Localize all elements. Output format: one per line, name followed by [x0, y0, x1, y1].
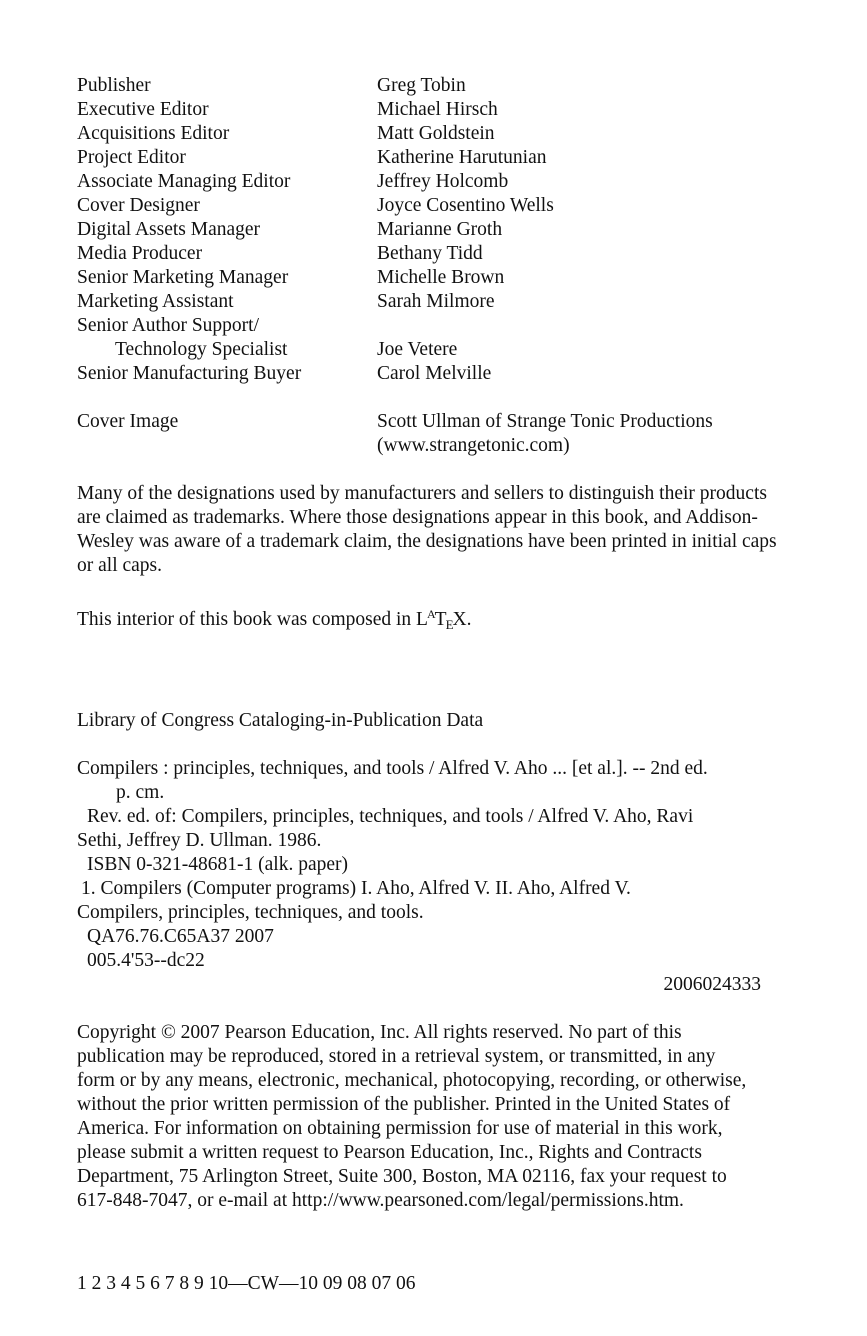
cover-image-credit — [77, 410, 777, 458]
credit-name: Marianne Groth — [377, 219, 503, 240]
credit-row — [77, 194, 777, 218]
cip-record — [77, 757, 777, 997]
copyright-page — [77, 74, 777, 1233]
credit-name: Jeffrey Holcomb — [377, 171, 509, 192]
cip-line: Rev. ed. of: Compilers, principles, techniques, and tools / Alfred V. Aho, Ravi — [87, 806, 694, 827]
credit-role: Project Editor — [77, 147, 186, 168]
cover-image-role: Cover Image — [77, 411, 179, 432]
credit-name: Bethany Tidd — [377, 243, 483, 264]
credit-role: Acquisitions Editor — [77, 123, 230, 144]
latex-logo-e: E — [445, 617, 454, 632]
credit-row — [77, 218, 777, 242]
credit-row — [77, 98, 777, 122]
credit-row — [77, 146, 777, 170]
credit-row — [77, 122, 777, 146]
credit-name: Matt Goldstein — [377, 123, 495, 144]
credit-role: Senior Author Support/ — [77, 315, 260, 336]
credit-name: Greg Tobin — [377, 75, 466, 96]
latex-notice — [77, 602, 777, 637]
credit-row — [77, 362, 777, 386]
cip-line: 005.4'53--dc22 — [87, 950, 205, 971]
credit-row — [77, 266, 777, 290]
cip-line: ISBN 0-321-48681-1 (alk. paper) — [87, 854, 349, 875]
credit-role: Media Producer — [77, 243, 203, 264]
credit-name: Sarah Milmore — [377, 291, 495, 312]
credit-name: Michael Hirsch — [377, 99, 498, 120]
credit-role: Digital Assets Manager — [77, 219, 261, 240]
cover-image-url: (www.strangetonic.com) — [377, 435, 570, 456]
cip-line: Sethi, Jeffrey D. Ullman. 1986. — [77, 830, 322, 851]
credit-row — [77, 314, 777, 338]
copyright-notice: Copyright © 2007 Pearson Education, Inc. All rights reserved. No part of this publication may be reproduced, stored in a retrieval system, or transmitted, in any form or by any means, electronic, mechanical, photocopying, recording, or otherwise, without the prior written permission of the publisher. Printed in the United States of America. For information on obtaining permission for use of material in this work, please submit a written request to Pearson Education, Inc., Rights and Contracts Department, 75 Arlington Street, Suite 300, Boston, MA 02116, fax your request to 617-848-7047, or e-mail at http://www.pearsoned.com/legal/permissions.htm. — [77, 1022, 747, 1211]
credit-row — [77, 170, 777, 194]
credit-role: Senior Marketing Manager — [77, 267, 289, 288]
credit-row — [77, 74, 777, 98]
cover-credit-row — [77, 434, 777, 458]
latex-logo-l: L — [416, 609, 428, 630]
cip-line: QA76.76.C65A37 2007 — [87, 926, 274, 947]
credit-row — [77, 242, 777, 266]
credit-row — [77, 338, 777, 362]
latex-logo-t: T — [434, 609, 447, 630]
credit-name: Joyce Cosentino Wells — [377, 195, 554, 216]
credits-list — [77, 74, 777, 386]
cip-line: p. cm. — [116, 782, 165, 803]
cover-credit-row — [77, 410, 777, 434]
cip-line: 1. Compilers (Computer programs) I. Aho, Alfred V. II. Aho, Alfred V. — [81, 878, 631, 899]
credit-name: Joe Vetere — [377, 339, 458, 360]
credit-role: Publisher — [77, 75, 151, 96]
cip-line: Compilers, principles, techniques, and tools. — [77, 902, 424, 923]
latex-notice-period: . — [466, 609, 472, 630]
trademark-notice: Many of the designations used by manufacturers and sellers to distinguish their products are claimed as trademarks. Where those designations appear in this book, and Addison-Wesley was aware of a trademark claim, the designations have been printed in initial caps or all caps. — [77, 483, 777, 576]
credit-role: Marketing Assistant — [77, 291, 234, 312]
credit-name: Michelle Brown — [377, 267, 505, 288]
cip-title: Library of Congress Cataloging-in-Publication Data — [77, 710, 484, 731]
credit-name: Katherine Harutunian — [377, 147, 547, 168]
latex-logo-a: A — [426, 607, 436, 621]
credit-role: Associate Managing Editor — [77, 171, 291, 192]
credit-role: Senior Manufacturing Buyer — [77, 363, 302, 384]
credit-row — [77, 290, 777, 314]
credit-name: Carol Melville — [377, 363, 492, 384]
cip-line: Compilers : principles, techniques, and tools / Alfred V. Aho ... [et al.]. -- 2nd ed. — [77, 758, 708, 779]
credit-role: Cover Designer — [77, 195, 200, 216]
print-line: 1 2 3 4 5 6 7 8 9 10—CW—10 09 08 07 06 — [77, 1273, 416, 1294]
latex-notice-text: This interior of this book was composed in — [77, 609, 417, 630]
cover-image-name: Scott Ullman of Strange Tonic Productions — [377, 411, 713, 432]
latex-logo-x: X — [452, 609, 467, 630]
credit-role: Technology Specialist — [115, 339, 288, 360]
cip-lccn: 2006024333 — [663, 974, 761, 995]
credit-role: Executive Editor — [77, 99, 209, 120]
latex-logo — [416, 602, 467, 637]
